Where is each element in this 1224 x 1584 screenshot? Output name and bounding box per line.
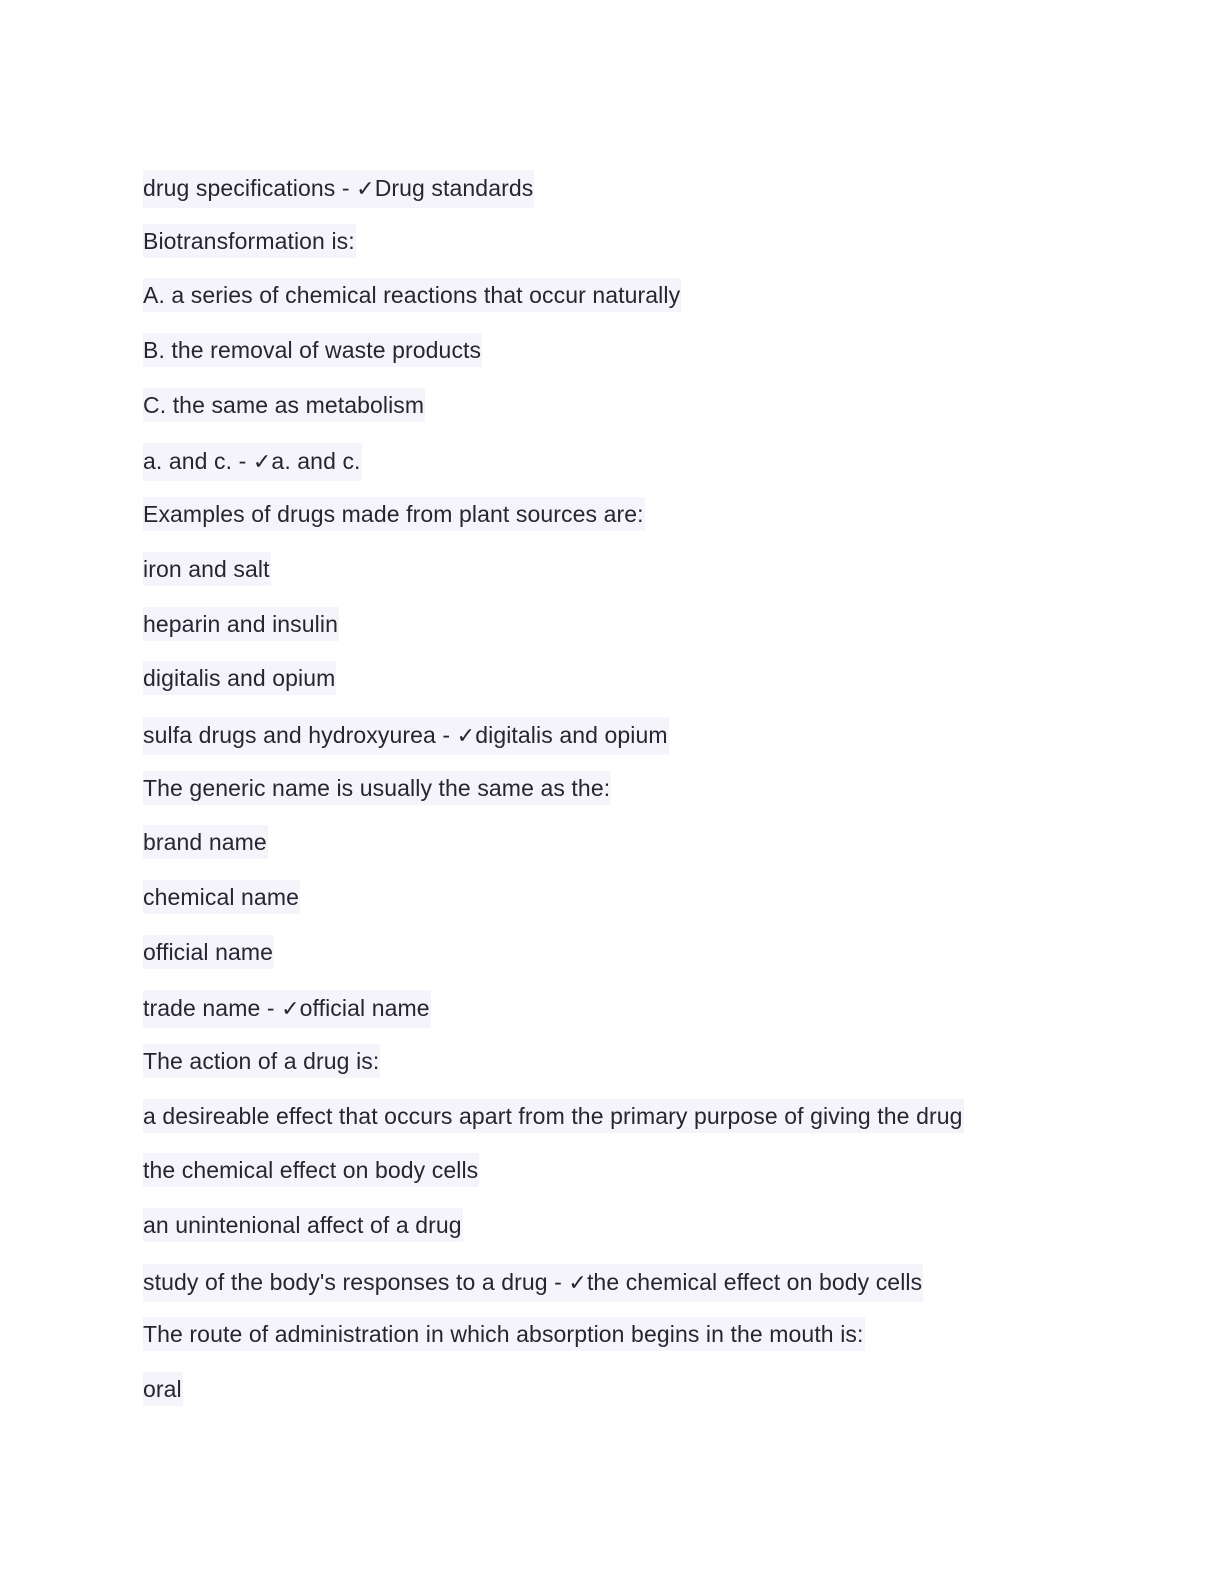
question-text: Biotransformation is: xyxy=(143,224,356,258)
text-line xyxy=(143,497,1143,552)
option-text: chemical name xyxy=(143,880,300,914)
checkmark-icon: ✓ xyxy=(568,1270,587,1296)
option-text: official name xyxy=(143,935,274,969)
text-line xyxy=(143,1372,1143,1427)
answer-text: a. and c. xyxy=(271,448,361,475)
option-text: an unintenional affect of a drug xyxy=(143,1208,463,1242)
question-text: Examples of drugs made from plant sources are: xyxy=(143,497,645,531)
text-line xyxy=(143,1044,1143,1099)
question-text: drug specifications - xyxy=(143,175,357,201)
text-line xyxy=(143,771,1143,826)
option-text: heparin and insulin xyxy=(143,607,339,641)
text-line xyxy=(143,278,1143,333)
highlighted-text xyxy=(143,443,362,481)
question-text: a. and c. - xyxy=(143,448,253,475)
option-text: iron and salt xyxy=(143,552,271,586)
text-line xyxy=(143,1317,1143,1372)
text-line xyxy=(143,388,1143,443)
question-text: sulfa drugs and hydroxyurea - xyxy=(143,721,457,748)
option-text: A. a series of chemical reactions that occur naturally xyxy=(143,278,681,312)
answer-line xyxy=(143,442,1143,497)
answer-text: the chemical effect on body cells xyxy=(586,1268,923,1295)
checkmark-icon: ✓ xyxy=(456,723,476,749)
text-line xyxy=(143,552,1143,607)
highlighted-text xyxy=(143,170,534,208)
question-text: study of the body's responses to a drug - xyxy=(143,1268,569,1295)
text-line xyxy=(143,224,1143,279)
question-text: The route of administration in which absorption begins in the mouth is: xyxy=(143,1317,865,1351)
option-text: a desireable effect that occurs apart from the primary purpose of giving the drug xyxy=(143,1099,964,1133)
option-text: B. the removal of waste products xyxy=(143,333,482,367)
option-text: brand name xyxy=(143,825,268,859)
option-text: the chemical effect on body cells xyxy=(143,1153,479,1187)
answer-text: official name xyxy=(299,995,430,1022)
checkmark-icon: ✓ xyxy=(281,997,300,1023)
question-text: The action of a drug is: xyxy=(143,1044,380,1078)
text-line xyxy=(143,825,1143,880)
option-text: oral xyxy=(143,1372,183,1406)
answer-line xyxy=(143,169,1143,224)
highlighted-text xyxy=(143,717,669,755)
answer-line xyxy=(143,989,1143,1044)
answer-text: digitalis and opium xyxy=(475,721,668,748)
text-line xyxy=(143,1099,1143,1154)
text-line xyxy=(143,661,1143,716)
text-line xyxy=(143,880,1143,935)
question-text: The generic name is usually the same as the: xyxy=(143,771,611,805)
checkmark-icon: ✓ xyxy=(252,450,272,476)
option-text: C. the same as metabolism xyxy=(143,388,425,422)
question-text: trade name - xyxy=(143,995,282,1022)
text-line xyxy=(143,607,1143,662)
checkmark-icon: ✓ xyxy=(356,177,375,202)
answer-line xyxy=(143,1263,1143,1318)
text-line xyxy=(143,1153,1143,1208)
text-line xyxy=(143,333,1143,388)
answer-line xyxy=(143,716,1143,771)
highlighted-text xyxy=(143,1264,923,1302)
document-body xyxy=(143,169,1143,1427)
option-text: digitalis and opium xyxy=(143,661,336,695)
text-line xyxy=(143,935,1143,990)
text-line xyxy=(143,1208,1143,1263)
answer-text: Drug standards xyxy=(374,175,534,201)
highlighted-text xyxy=(143,990,431,1028)
